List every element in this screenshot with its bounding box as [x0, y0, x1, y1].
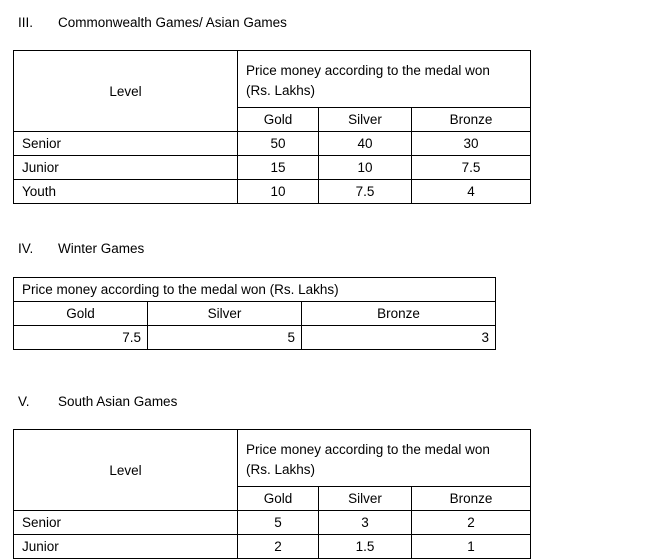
gold-cell: 10: [238, 180, 319, 204]
gold-header: Gold: [14, 302, 148, 326]
table-row: [14, 132, 531, 156]
bronze-header: Bronze: [412, 487, 531, 511]
gold-cell: 7.5: [14, 326, 148, 350]
commonwealth-asian-games-table: [13, 50, 531, 204]
bronze-cell: 4: [412, 180, 531, 204]
section-3-number: III.: [18, 15, 34, 30]
section-5-number: V.: [18, 394, 30, 409]
level-cell: Senior: [14, 132, 238, 156]
price-header: [238, 51, 531, 108]
bronze-cell: 1: [412, 535, 531, 559]
bronze-cell: 30: [412, 132, 531, 156]
silver-header: Silver: [319, 487, 412, 511]
level-cell: Junior: [14, 156, 238, 180]
table-header-row: [14, 278, 496, 302]
silver-cell: 10: [319, 156, 412, 180]
table-row: [14, 511, 531, 535]
gold-header: Gold: [238, 487, 319, 511]
table-row: [14, 180, 531, 204]
table-row: [14, 156, 531, 180]
section-5-title: South Asian Games: [58, 394, 178, 409]
price-header: Price money according to the medal won (Rs. Lakhs): [14, 278, 496, 302]
table-header-row: [14, 430, 531, 487]
gold-cell: 5: [238, 511, 319, 535]
winter-games-table: [13, 277, 496, 350]
south-asian-games-table: [13, 429, 531, 559]
price-header-line1: Price money according to the medal won: [246, 441, 490, 457]
section-3-title: Commonwealth Games/ Asian Games: [58, 15, 287, 30]
silver-cell: 40: [319, 132, 412, 156]
price-header-line1: Price money according to the medal won: [246, 62, 490, 78]
silver-header: Silver: [319, 108, 412, 132]
gold-cell: 15: [238, 156, 319, 180]
bronze-header: Bronze: [302, 302, 496, 326]
silver-header: Silver: [148, 302, 302, 326]
silver-cell: 7.5: [319, 180, 412, 204]
level-cell: Youth: [14, 180, 238, 204]
gold-cell: 50: [238, 132, 319, 156]
bronze-cell: 3: [302, 326, 496, 350]
medal-header-row: [14, 302, 496, 326]
level-header: Level: [14, 51, 238, 132]
section-4-title: Winter Games: [58, 241, 145, 256]
gold-header: Gold: [238, 108, 319, 132]
bronze-cell: 7.5: [412, 156, 531, 180]
level-cell: Junior: [14, 535, 238, 559]
level-cell: Senior: [14, 511, 238, 535]
level-header: Level: [14, 430, 238, 511]
bronze-header: Bronze: [412, 108, 531, 132]
gold-cell: 2: [238, 535, 319, 559]
price-header: [238, 430, 531, 487]
table-row: [14, 326, 496, 350]
price-header-line2: (Rs. Lakhs): [246, 461, 316, 477]
silver-cell: 5: [148, 326, 302, 350]
table-header-row: [14, 51, 531, 108]
table-row: [14, 535, 531, 559]
silver-cell: 3: [319, 511, 412, 535]
section-4-number: IV.: [18, 241, 34, 256]
silver-cell: 1.5: [319, 535, 412, 559]
price-header-line2: (Rs. Lakhs): [246, 82, 316, 98]
bronze-cell: 2: [412, 511, 531, 535]
